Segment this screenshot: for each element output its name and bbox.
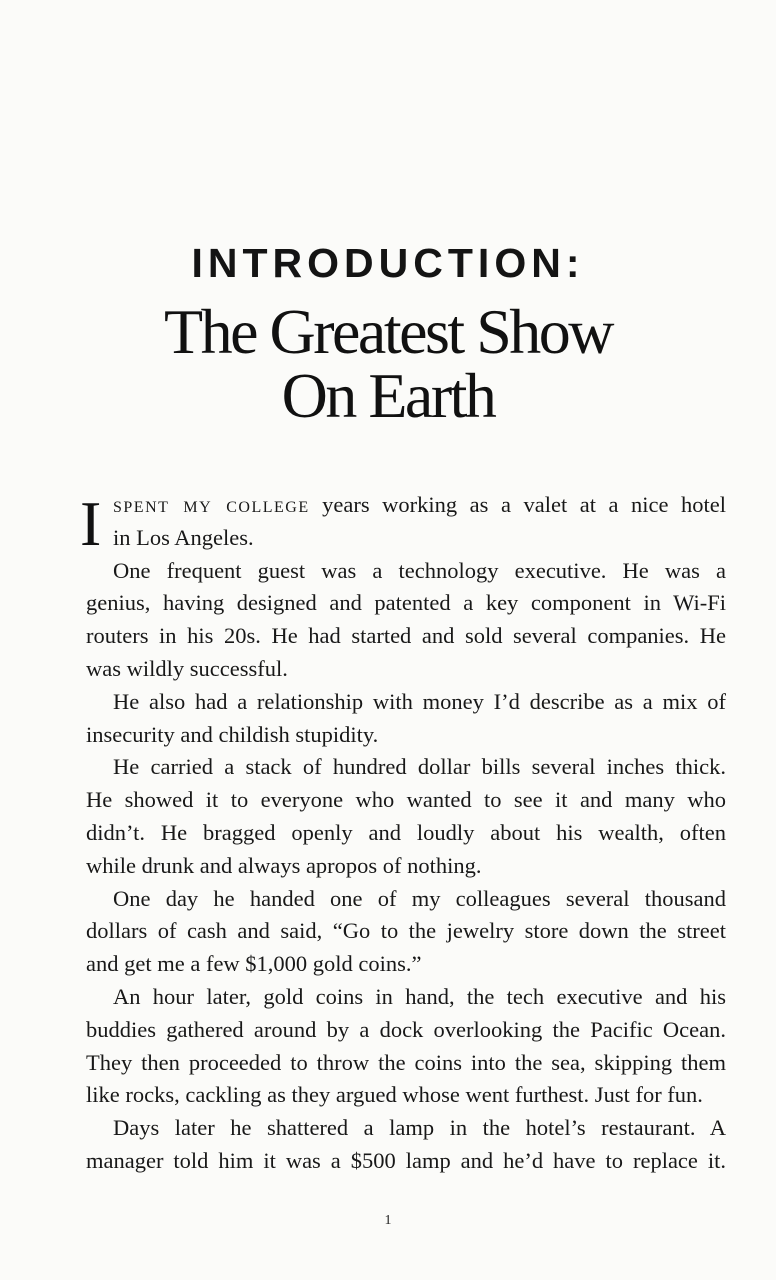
text-line: didn’t. He bragged openly and loudly about his wealth, often (86, 819, 726, 845)
text-line: One frequent guest was a technology executive. He was a (113, 557, 726, 583)
text-line: He showed it to everyone who wanted to see it and many who (86, 787, 726, 813)
text-line: manager told him it was a $500 lamp and he’d have to replace it. (86, 1147, 726, 1173)
chapter-label: INTRODUCTION: (191, 240, 585, 286)
text-line: buddies gathered around by a dock overlooking the Pacific Ocean. (86, 1016, 726, 1042)
text-line: An hour later, gold coins in hand, the tech executive and his (113, 983, 726, 1009)
text-line: and get me a few $1,000 gold coins.” (86, 951, 422, 977)
line-text: years working as a valet at a nice hotel (309, 492, 727, 517)
page-number: 1 (384, 1213, 392, 1228)
text-line: while drunk and always apropos of nothing. (86, 852, 482, 878)
text-line: in Los Angeles. (113, 524, 254, 550)
opening-small-caps: spent my college (113, 492, 310, 517)
text-line: routers in his 20s. He had started and sold several companies. He (86, 623, 726, 649)
text-line: was wildly successful. (86, 655, 288, 681)
body-text (80, 488, 727, 1178)
text-line: He carried a stack of hundred dollar bills several inches thick. (113, 754, 726, 780)
chapter-title-line-1: The Greatest Show (163, 296, 613, 367)
text-line (86, 489, 726, 522)
chapter-title-line-2: On Earth (281, 360, 495, 431)
text-line: They then proceeded to throw the coins into the sea, skipping them (86, 1049, 726, 1075)
text-line: Days later he shattered a lamp in the hotel’s restaurant. A (113, 1115, 726, 1141)
drop-cap: I (80, 488, 102, 559)
chapter-title (0, 296, 776, 431)
text-line: One day he handed one of my colleagues several thousand (113, 885, 726, 911)
text-line: He also had a relationship with money I’d describe as a mix of (113, 688, 726, 714)
text-line: dollars of cash and said, “Go to the jewelry store down the street (86, 918, 726, 944)
text-line: like rocks, cackling as they argued whose went furthest. Just for fun. (86, 1082, 703, 1108)
text-line: insecurity and childish stupidity. (86, 721, 379, 747)
text-line: genius, having designed and patented a key component in Wi-Fi (86, 590, 726, 616)
